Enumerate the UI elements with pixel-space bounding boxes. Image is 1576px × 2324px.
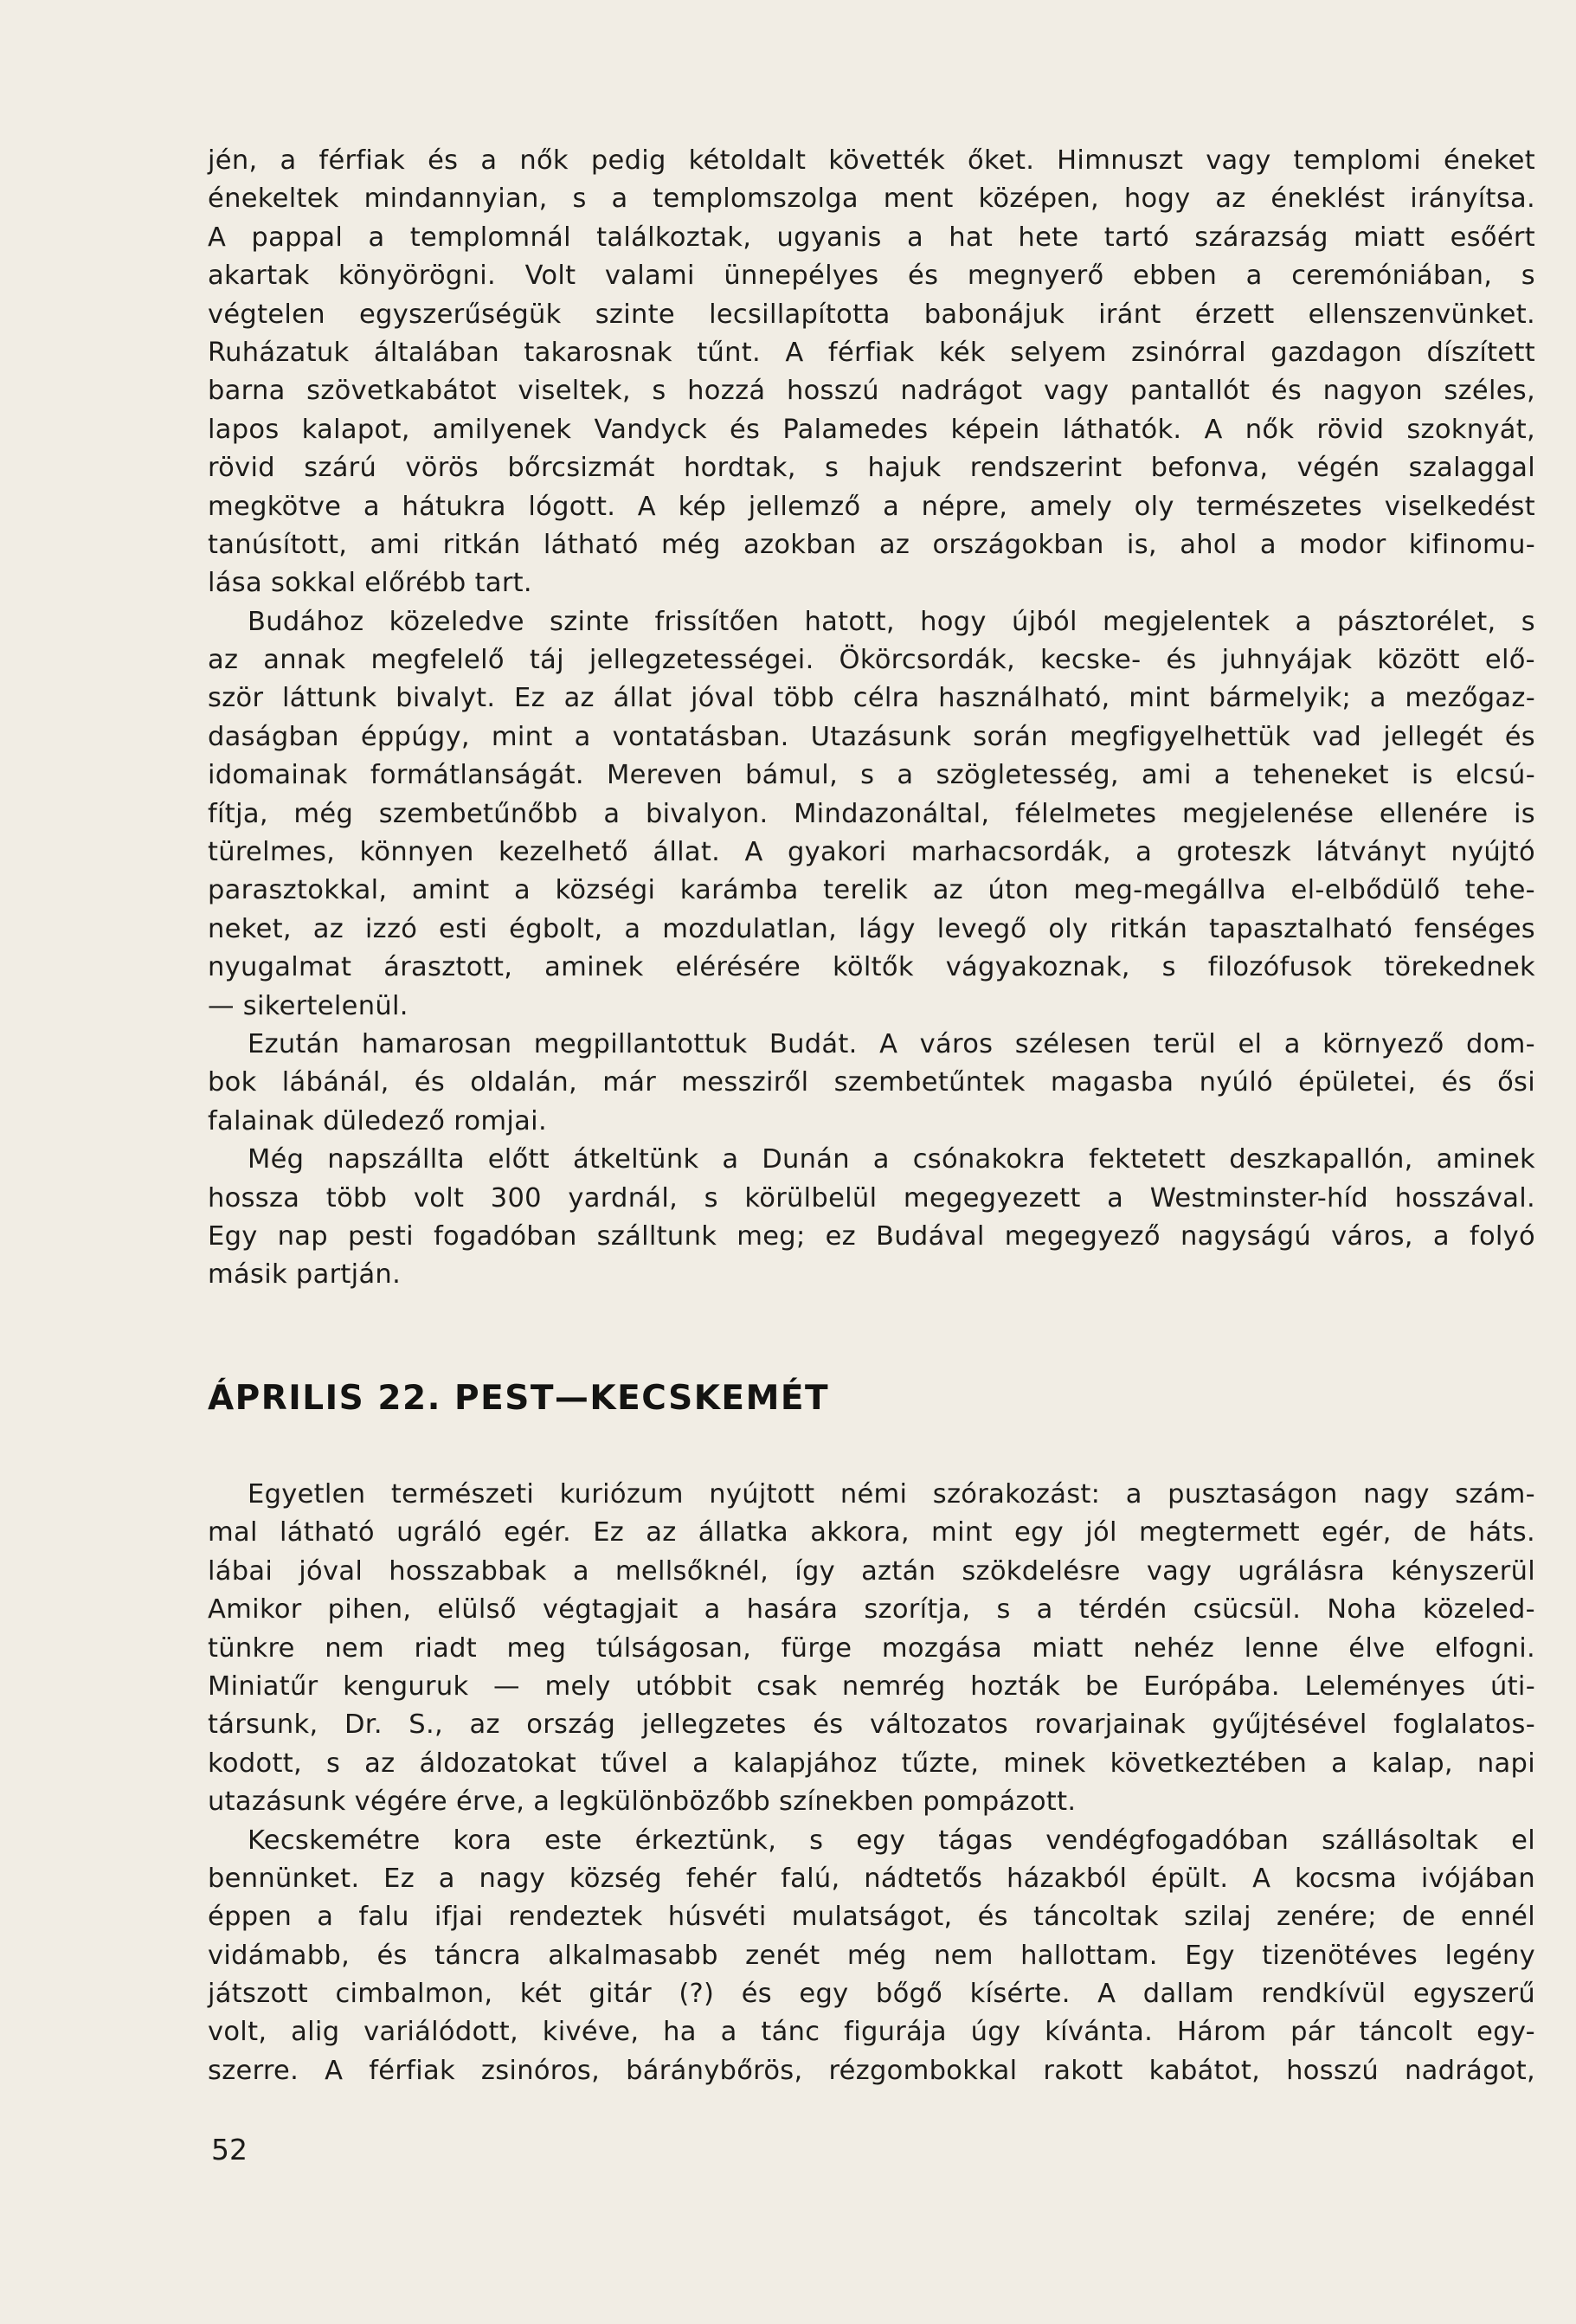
text-line: idomainak formátlanságát. Mereven bámul, s a szögletesség, ami a teheneket is elcsú- <box>208 760 1535 791</box>
text-line: türelmes, könnyen kezelhető állat. A gyakori marhacsordák, a groteszk látványt nyújtó <box>208 837 1535 868</box>
text-line: bok lábánál, és oldalán, már messziről szembetűntek magasba nyúló épületei, és ősi <box>208 1067 1535 1098</box>
body-text-after-heading <box>208 1476 1535 2090</box>
text-line: Kecskemétre kora este érkeztünk, s egy tágas vendégfogadóban szállásoltak el <box>248 1825 1535 1856</box>
text-line: megkötve a hátukra lógott. A kép jellemző a népre, amely oly természetes viselkedést <box>208 491 1535 522</box>
text-line: hossza több volt 300 yardnál, s körülbelül megegyezett a Westminster-híd hosszával. <box>208 1182 1535 1214</box>
text-line: vidámabb, és táncra alkalmasabb zenét még nem hallottam. Egy tizenötéves legény <box>208 1940 1535 1971</box>
text-line: lábai jóval hosszabbak a mellsőknél, így aztán szökdelésre vagy ugrálásra kényszerül <box>208 1555 1535 1587</box>
text-line: éppen a falu ifjai rendeztek húsvéti mulatságot, és táncoltak szilaj zenére; de ennél <box>208 1902 1535 1933</box>
text-line: parasztokkal, amint a községi karámba terelik az úton meg-megállva el-elbődülő tehe- <box>208 875 1535 906</box>
text-line: A pappal a templomnál találkoztak, ugyanis a hat hete tartó szárazság miatt esőért <box>208 222 1535 253</box>
text-line: neket, az izzó esti égbolt, a mozdulatlan, lágy levegő oly ritkán tapasztalható fenséges <box>208 913 1535 944</box>
text-line: Miniatűr kenguruk — mely utóbbit csak nemrég hozták be Európába. Leleményes úti- <box>208 1671 1535 1702</box>
text-line: Ezután hamarosan megpillantottuk Budát. A város szélesen terül el a környező dom- <box>248 1028 1535 1059</box>
text-line: Egy nap pesti fogadóban szálltunk meg; ez Budával megegyező nagyságú város, a folyó <box>208 1220 1535 1252</box>
text-line: kodott, s az áldozatokat tűvel a kalapjához tűzte, minek következtében a kalap, napi <box>208 1748 1535 1779</box>
text-line: mal látható ugráló egér. Ez az állatka akkora, mint egy jól megtermett egér, de háts. <box>208 1517 1535 1548</box>
text-line: nyugalmat árasztott, aminek elérésére költők vágyakoznak, s filozófusok törekednek <box>208 952 1535 983</box>
text-line: volt, alig variálódott, kivéve, ha a tánc figurája úgy kívánta. Három pár táncolt egy- <box>208 2017 1535 2048</box>
text-line: Ruházatuk általában takarosnak tűnt. A férfiak kék selyem zsinórral gazdagon díszített <box>208 337 1535 368</box>
text-line: fítja, még szembetűnőbb a bivalyon. Mindazonáltal, félelmetes megjelenése ellenére is <box>208 798 1535 829</box>
text-line: Egyetlen természeti kuriózum nyújtott némi szórakozást: a pusztaságon nagy szám- <box>248 1479 1535 1510</box>
text-line: falainak düledező romjai. <box>208 1105 547 1136</box>
text-line: utazásunk végére érve, a legkülönbözőbb színekben pompázott. <box>208 1786 1077 1818</box>
text-line: jén, a férfiak és a nők pedig kétoldalt követték őket. Himnuszt vagy templomi éneket <box>208 145 1535 176</box>
page-number: 52 <box>211 2133 248 2166</box>
text-line: társunk, Dr. S., az ország jellegzetes és változatos rovarjainak gyűjtésével foglalatos- <box>208 1709 1535 1741</box>
text-line: Amikor pihen, elülső végtagjait a hasára szorítja, s a térdén csücsül. Noha közeled- <box>208 1594 1535 1626</box>
text-line: barna szövetkabátot viseltek, s hozzá hosszú nadrágot vagy pantallót és nagyon széles, <box>208 376 1535 407</box>
text-line: rövid szárú vörös bőrcsizmát hordtak, s hajuk rendszerint befonva, végén szalaggal <box>208 453 1535 484</box>
text-line: az annak megfelelő táj jellegzetességei. Ökörcsordák, kecske- és juhnyájak között elő- <box>208 645 1535 676</box>
text-line: bennünket. Ez a nagy község fehér falú, nádtetős házakból épült. A kocsma ivójában <box>208 1863 1535 1894</box>
text-line: végtelen egyszerűségük szinte lecsillapította babonájuk iránt érzett ellenszenvünket. <box>208 299 1535 330</box>
text-line: akartak könyörögni. Volt valami ünnepélyes és megnyerő ebben a ceremóniában, s <box>208 261 1535 292</box>
text-line: tünkre nem riadt meg túlságosan, fürge mozgása miatt nehéz lenne élve elfogni. <box>208 1632 1535 1664</box>
text-line: lapos kalapot, amilyenek Vandyck és Palamedes képein láthatók. A nők rövid szoknyát, <box>208 414 1535 445</box>
section-heading: ÁPRILIS 22. PEST—KECSKEMÉT <box>208 1379 830 1418</box>
text-line: lása sokkal előrébb tart. <box>208 568 532 599</box>
text-line: énekeltek mindannyian, s a templomszolga ment középen, hogy az éneklést irányítsa. <box>208 183 1535 215</box>
text-line: szerre. A férfiak zsinóros, báránybőrös, rézgombokkal rakott kabátot, hosszú nadrágot, <box>208 2055 1535 2086</box>
text-line: ször láttunk bivalyt. Ez az állat jóval több célra használható, mint bármelyik; a mezőgaz- <box>208 683 1535 714</box>
text-line: — sikertelenül. <box>208 990 408 1021</box>
text-line: játszott cimbalmon, két gitár (?) és egy bőgő kísérte. A dallam rendkívül egyszerű <box>208 1979 1535 2010</box>
text-line: Budához közeledve szinte frissítően hatott, hogy újból megjelentek a pásztorélet, s <box>248 606 1535 637</box>
text-line: másik partján. <box>208 1259 402 1291</box>
text-line: tanúsított, ami ritkán látható még azokban az országokban is, ahol a modor kifinomu- <box>208 529 1535 560</box>
text-line: daságban éppúgy, mint a vontatásban. Utazásunk során megfigyelhettük vad jellegét és <box>208 721 1535 752</box>
text-line: Még napszállta előtt átkeltünk a Dunán a csónakokra fektetett deszkapallón, aminek <box>248 1144 1535 1175</box>
body-text-before-heading <box>208 142 1535 1295</box>
